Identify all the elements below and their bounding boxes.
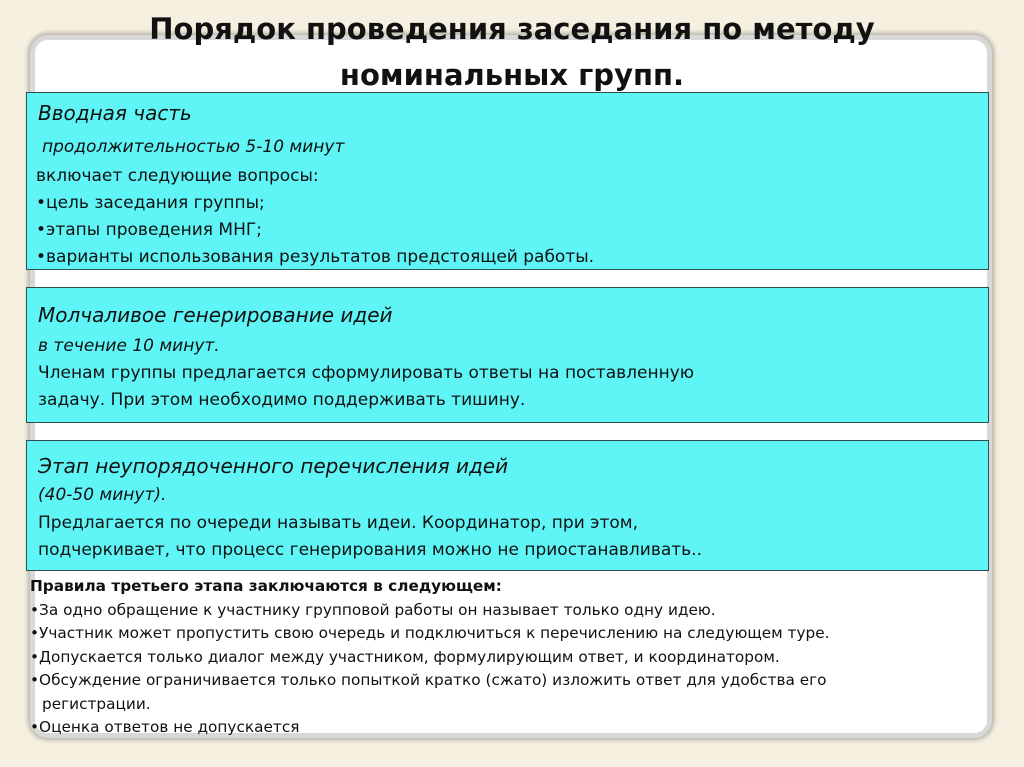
list-item: •варианты использования результатов предстоящей работы. (36, 247, 595, 267)
list-item: •этапы проведения МНГ; (36, 220, 262, 240)
section-heading: Молчаливое генерирование идей (38, 303, 393, 327)
rule-item-continuation: регистрации. (42, 694, 151, 713)
title-line-2: номинальных групп. (339, 58, 685, 92)
rule-item: •Оценка ответов не допускается (30, 718, 300, 736)
title-line-1: Порядок проведения заседания по методу (149, 12, 875, 46)
section-heading: Вводная часть (38, 101, 192, 125)
rule-item: •За одно обращение к участнику групповой работы он называет только одну идею. (30, 600, 716, 619)
section-text-line: подчеркивает, что процесс генерирования можно не приостанавливать.. (38, 540, 702, 560)
section-text-line: Предлагается по очереди называть идеи. Координатор, при этом, (38, 513, 639, 533)
section-duration: в течение 10 минут. (38, 336, 220, 356)
section-intro: включает следующие вопросы: (36, 166, 319, 186)
rules-list (30, 575, 992, 740)
section-text-line: задачу. При этом необходимо поддерживать тишину. (38, 390, 526, 410)
section-heading: Этап неупорядоченного перечисления идей (38, 454, 509, 478)
rules-heading: Правила третьего этапа заключаются в следующем: (30, 577, 502, 595)
section-duration: (40-50 минут). (38, 485, 167, 505)
unordered-listing-box (26, 440, 989, 571)
slide-title (0, 6, 1024, 98)
rule-item: •Участник может пропустить свою очередь и подключиться к перечислению на следующем туре. (30, 624, 830, 642)
section-text-line: Членам группы предлагается сформулировать ответы на поставленную (38, 363, 695, 383)
list-item: •цель заседания группы; (36, 193, 265, 213)
rule-item: •Допускается только диалог между участником, формулирующим ответ, и координатором. (30, 647, 780, 666)
rule-item: •Обсуждение ограничивается только попыткой кратко (сжато) изложить ответ для удобства его (30, 671, 827, 689)
section-duration: продолжительностью 5-10 минут (42, 137, 345, 157)
intro-section-box (26, 92, 989, 270)
silent-generation-box (26, 287, 989, 423)
